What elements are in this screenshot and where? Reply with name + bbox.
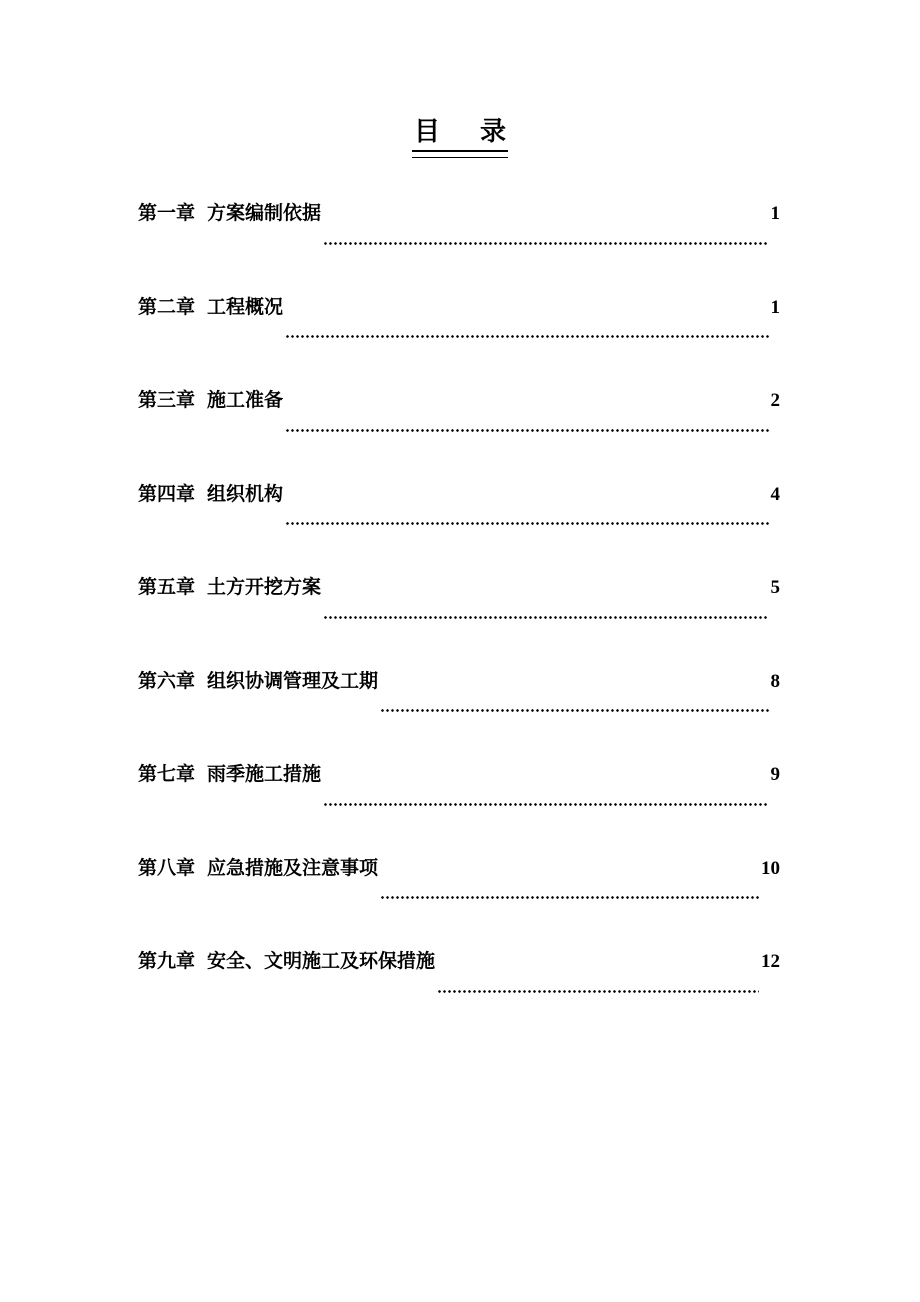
toc-leader-dots [323, 236, 768, 246]
toc-list [138, 190, 780, 1032]
toc-leader-dots [437, 984, 759, 994]
toc-chapter-number: 第二章 [138, 295, 196, 318]
toc-chapter-number: 第四章 [138, 482, 196, 505]
toc-page-number: 1 [770, 203, 780, 224]
toc-chapter-number: 第七章 [138, 763, 196, 785]
toc-leader-dots [323, 610, 768, 620]
toc-chapter-number: 第九章 [138, 950, 196, 972]
toc-entry-2[interactable] [138, 284, 780, 378]
toc-page-number: 12 [761, 951, 780, 972]
toc-leader-dots [380, 703, 768, 713]
toc-chapter-title: 土方开挖方案 [207, 576, 322, 598]
toc-chapter-title: 施工准备 [207, 389, 284, 411]
toc-chapter-number: 第一章 [138, 202, 196, 224]
toc-page-number: 4 [770, 483, 780, 505]
toc-page-number: 5 [770, 577, 780, 598]
toc-page-number: 9 [770, 764, 780, 785]
toc-leader-dots [285, 423, 768, 433]
toc-title-underline [412, 150, 508, 158]
toc-entry-7[interactable] [138, 751, 780, 845]
toc-chapter-title: 工程概况 [207, 295, 284, 318]
toc-title-text [412, 112, 508, 152]
toc-chapter-number: 第八章 [138, 856, 196, 879]
toc-chapter-number: 第五章 [138, 576, 196, 598]
toc-page-number: 2 [770, 390, 780, 411]
toc-entry-8[interactable] [138, 845, 780, 939]
toc-entry-6[interactable] [138, 658, 780, 752]
toc-title [0, 112, 920, 152]
toc-page-number: 8 [770, 670, 780, 692]
toc-title-char-2: 录 [480, 117, 507, 147]
toc-entry-3[interactable] [138, 377, 780, 471]
toc-chapter-title: 应急措施及注意事项 [207, 856, 379, 879]
toc-chapter-title: 安全、文明施工及环保措施 [207, 950, 436, 972]
toc-chapter-title: 组织协调管理及工期 [207, 669, 379, 692]
toc-entry-4[interactable] [138, 471, 780, 565]
toc-chapter-number: 第三章 [138, 389, 196, 411]
toc-chapter-title: 雨季施工措施 [207, 763, 322, 785]
toc-leader-dots [323, 797, 768, 807]
toc-page-number: 1 [770, 296, 780, 318]
toc-chapter-title: 方案编制依据 [207, 202, 322, 224]
toc-entry-5[interactable] [138, 564, 780, 658]
toc-chapter-number: 第六章 [138, 669, 196, 692]
toc-leader-dots [285, 516, 768, 526]
toc-entry-1[interactable] [138, 190, 780, 284]
toc-chapter-title: 组织机构 [207, 482, 284, 505]
toc-leader-dots [285, 329, 768, 339]
toc-page-number: 10 [761, 857, 780, 879]
toc-title-char-1: 目 [413, 117, 440, 147]
toc-entry-9[interactable] [138, 938, 780, 1032]
toc-leader-dots [380, 890, 759, 900]
